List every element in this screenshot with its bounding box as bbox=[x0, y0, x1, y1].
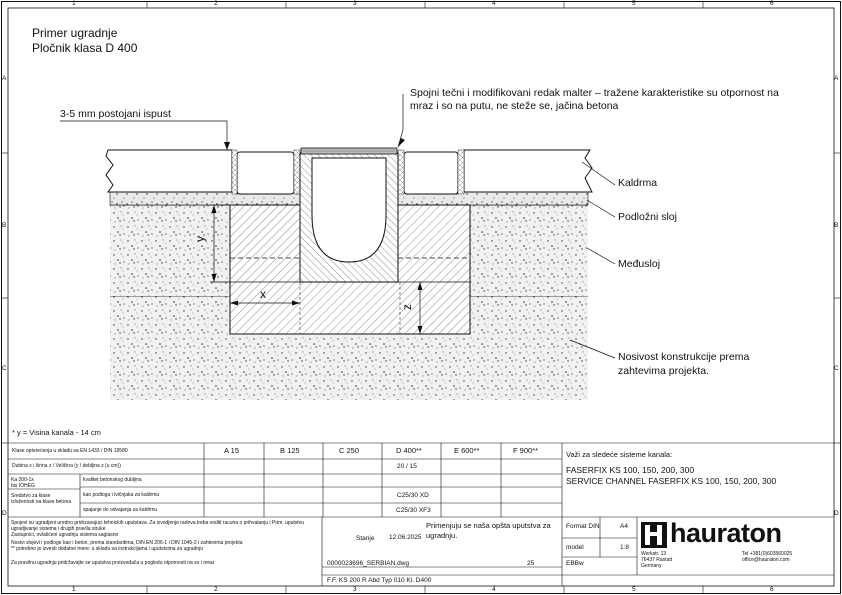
valid-systems-label: Važi za sledeće sisteme kanala: bbox=[566, 450, 673, 459]
contact-email: office@hauraton.com bbox=[742, 557, 790, 563]
col-label-6-bottom: 6 bbox=[770, 586, 774, 593]
col-label-5-bottom: 5 bbox=[632, 586, 636, 593]
contact-phone: Tel +381(0)603560025 bbox=[742, 551, 793, 557]
row2-label: Dubina x i širina z / Veličina (y / debljina z (u cm)) bbox=[12, 463, 121, 469]
system-1: FASERFIX KS 100, 150, 200, 300 bbox=[566, 465, 695, 475]
sublayer-callout: Podložni sloj bbox=[618, 211, 677, 223]
address-line-1: Werkstr. 13 bbox=[641, 551, 667, 557]
col-label-4-bottom: 4 bbox=[492, 586, 496, 593]
hauraton-logo-mark bbox=[641, 522, 667, 548]
class-c250: C 250 bbox=[339, 446, 360, 455]
drawing-title-line1: Primer ugradnje bbox=[32, 26, 118, 40]
drawing-code: EBBw bbox=[566, 560, 584, 567]
row-label-d: D bbox=[2, 510, 7, 517]
dim-x-label: x bbox=[260, 287, 266, 301]
system-2: SERVICE CHANNEL FASERFIX KS 100, 150, 200, 300 bbox=[566, 476, 777, 486]
row4-label: kao podloga i ivičnjaka za kaldrmu bbox=[83, 492, 160, 498]
row5-value: C25/30 XF3 bbox=[396, 507, 431, 514]
offset-callout: 3-5 mm postojani ispust bbox=[60, 108, 171, 120]
general-note-line: Primenjuju se naša opšta uputstva za ugradnju. bbox=[426, 521, 551, 540]
note-6: Za pravilnu ugradnju pridržavajte se uputstva proizvođača u pogledu otpornosti na so i mraz bbox=[11, 560, 215, 566]
class-f900: F 900** bbox=[513, 446, 539, 455]
row-label-a: A bbox=[2, 75, 7, 82]
bearing-callout-line1: Nosivost konstrukcije prema bbox=[618, 351, 750, 363]
class-b125: B 125 bbox=[280, 446, 300, 455]
footnote: * y = Visina kanala - 14 cm bbox=[12, 428, 101, 437]
row-label-d-right: D bbox=[834, 510, 839, 517]
mortar-callout-line2: mraz i so na putu, ne steže se, jačina betona bbox=[410, 100, 619, 112]
col-label-6: 6 bbox=[770, 0, 774, 7]
sub-label-2: Sredstvo za klase izloženosti na klase betona bbox=[11, 493, 72, 505]
col-label-2-bottom: 2 bbox=[214, 586, 218, 593]
row4-value: C25/30 XD bbox=[397, 492, 429, 499]
note-4: Nosivi slojevi i podloge kao i beton, prema standardima, DIN EN 206-1 i DIN 1045-2 i zahtevima projekta bbox=[11, 540, 243, 546]
channel-inner bbox=[312, 158, 386, 262]
dim-z-label: z bbox=[400, 304, 414, 310]
load-class-header: Klase opterećenja u skladu sa EN 1433 / DIN 19580 bbox=[12, 448, 128, 454]
col-label-5: 5 bbox=[632, 0, 636, 7]
row2-value-d: 20 / 15 bbox=[397, 463, 417, 470]
drawing-title-line2: Pločnik klasa D 400 bbox=[32, 41, 138, 55]
file-name: 0000023696_SERBIAN.dwg bbox=[327, 560, 410, 567]
bearing-callout-line2: zahtevima projekta. bbox=[618, 365, 710, 377]
row-label-c: C bbox=[2, 365, 7, 372]
col-label-3: 3 bbox=[353, 0, 357, 7]
stanje-value: 12.06.2025 bbox=[389, 534, 422, 541]
model-label: model bbox=[566, 544, 584, 551]
class-d400: D 400** bbox=[396, 446, 422, 455]
note-3: Zastupnici, ovlašćeni ugradnju sistema saglasno bbox=[11, 532, 119, 538]
note-2: ugradjivanje sistema i drugih pravila struke bbox=[11, 526, 106, 532]
drawing-title-bottom: F.F. KS 200 R Abd Typ 010 Kl. D400 bbox=[327, 577, 432, 584]
col-label-1: 1 bbox=[72, 0, 76, 7]
address-line-3: Germany bbox=[641, 563, 662, 569]
col-label-3-bottom: 3 bbox=[353, 586, 357, 593]
paving-callout: Kaldrma bbox=[618, 177, 658, 189]
hauraton-logo-text: hauraton bbox=[670, 518, 782, 548]
row-label-b: B bbox=[2, 222, 7, 229]
row-label-c-right: C bbox=[834, 365, 839, 372]
sub-label-1: Ka 200-1x bis IOHEG bbox=[11, 477, 35, 489]
class-e600: E 600** bbox=[454, 446, 480, 455]
dim-y-label: y bbox=[193, 236, 207, 242]
row3-label: kvalitet betonskog dubljina bbox=[83, 477, 142, 483]
interlayer-callout: Međusloj bbox=[618, 258, 661, 270]
row-label-a-right: A bbox=[834, 75, 839, 82]
format-value: A4 bbox=[620, 523, 628, 530]
note-5: ** potrebno je izvesti dodatne mere: u skladu sa instrukcijama i uputstvima za ugradnju bbox=[11, 546, 204, 552]
address-line-2: 76437 Rastatt bbox=[641, 557, 673, 563]
note-1: Spojevi su ugradjeni uredno pridrzavajuci tehnickih uputstava. Za izvodjenje radova treba voditi racuna o prihvatanju i Prim. uputstvu bbox=[11, 520, 304, 526]
row-label-b-right: B bbox=[834, 222, 839, 229]
model-value: 1:8 bbox=[620, 544, 630, 551]
sheet-number: 25 bbox=[527, 560, 535, 567]
mortar-callout-line1: Spojni tečni i modifikovani redak malter – tražene karakteristike su otpornost na bbox=[410, 87, 779, 99]
col-label-2: 2 bbox=[214, 0, 218, 7]
col-label-1-bottom: 1 bbox=[72, 586, 76, 593]
stanje-label: Stanje bbox=[356, 535, 375, 542]
class-a15: A 15 bbox=[224, 446, 240, 455]
row5-label: spajanje do odvajanja za kaldrmu bbox=[83, 507, 158, 513]
format-label: Format DIN bbox=[566, 523, 600, 530]
col-label-4: 4 bbox=[492, 0, 496, 7]
